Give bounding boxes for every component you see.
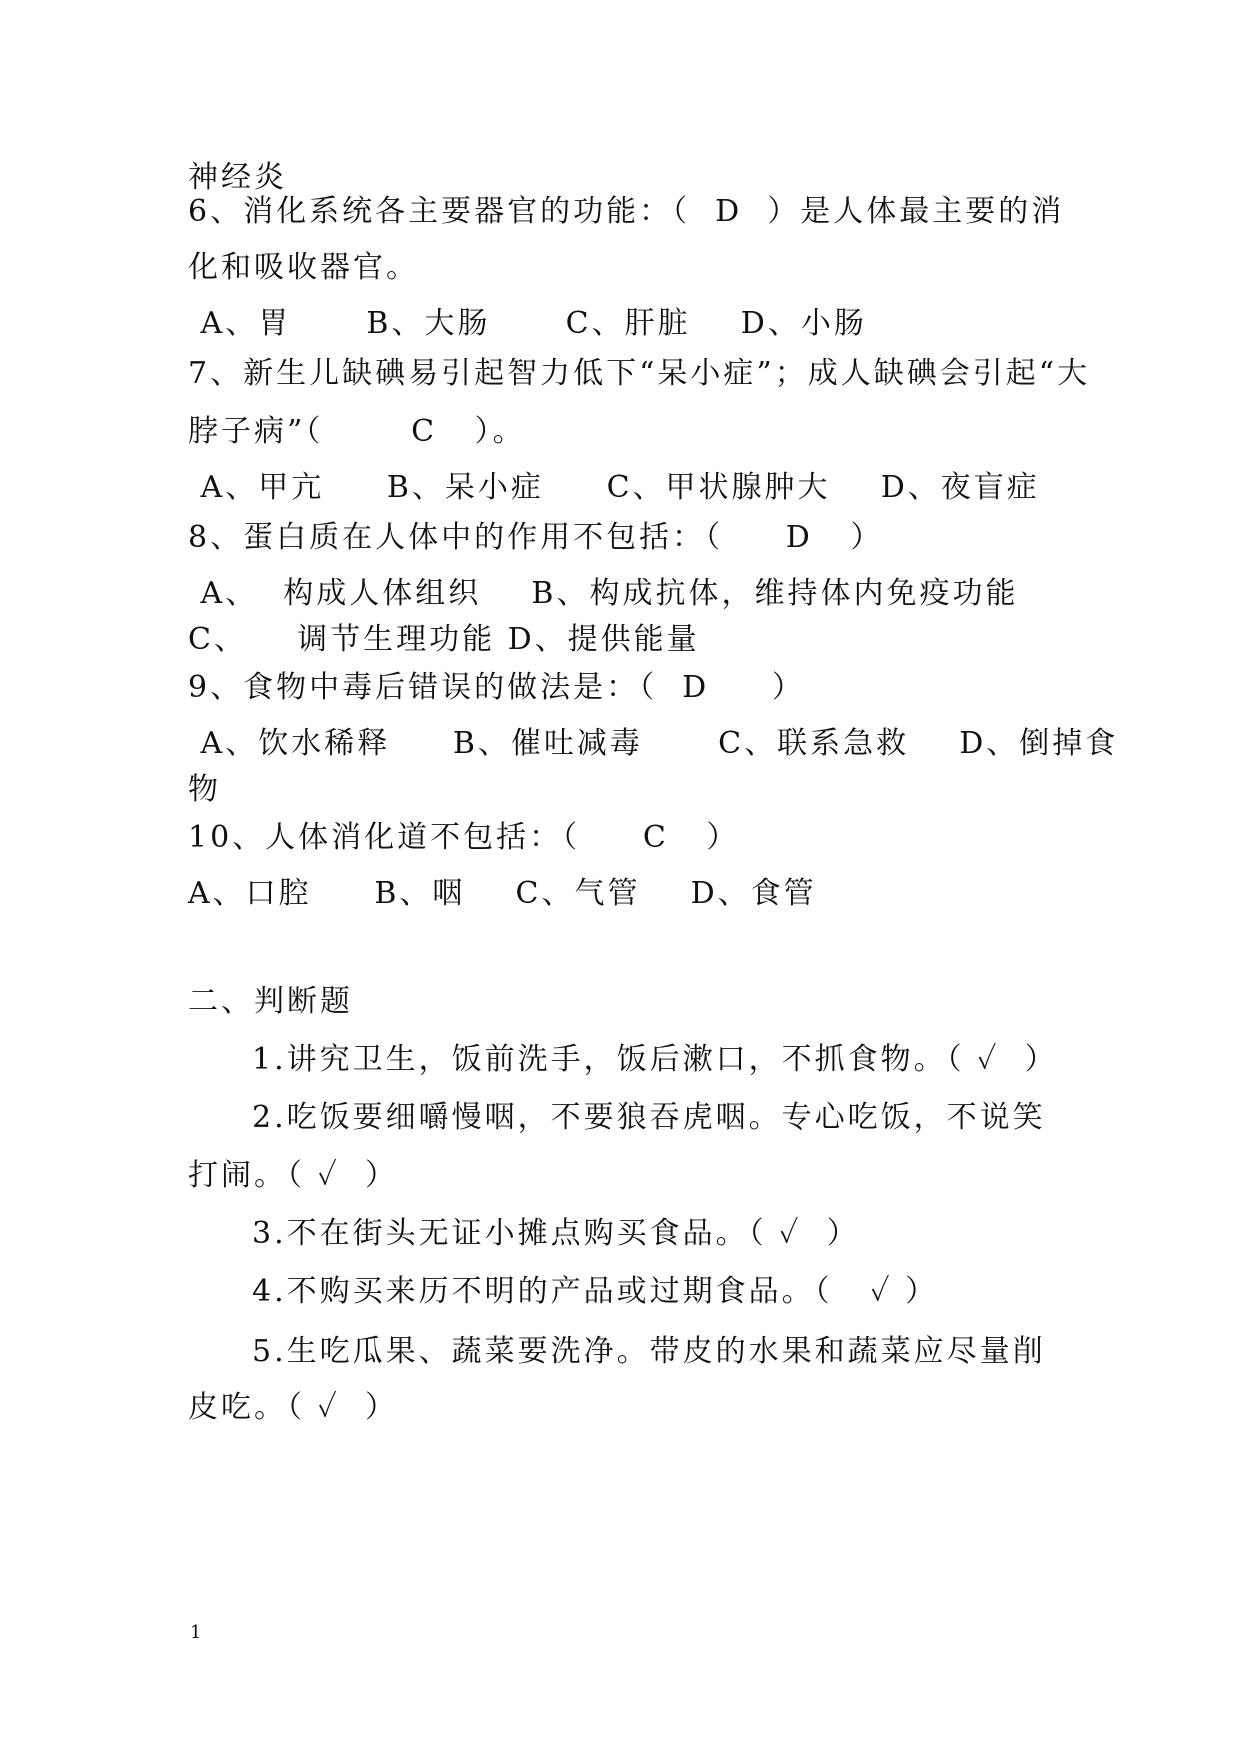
judgement-5-line-2: 皮吃。（ ✓ ） (188, 1390, 398, 1425)
question-7-options: A、甲亢 B、呆小症 C、甲状腺肿大 D、夜盲症 (188, 470, 1040, 505)
text-line-1: 神经炎 (188, 160, 287, 195)
question-8-options-2: C、 调节生理功能 D、提供能量 (188, 622, 700, 657)
question-9-options-wrap: 物 (188, 772, 221, 807)
page-number: 1 (190, 1622, 202, 1643)
question-10-options: A、口腔 B、咽 C、气管 D、食管 (188, 876, 817, 911)
judgement-2-line-2: 打闹。（ ✓ ） (188, 1158, 398, 1193)
question-8-line: 8、蛋白质在人体中的作用不包括：（ D ） (188, 520, 884, 555)
question-6-line-2: 化和吸收器官。 (188, 250, 419, 285)
question-10-line: 10、人体消化道不包括：（ C ） (188, 820, 740, 855)
judgement-1: 1.讲究卫生，饭前洗手，饭后漱口，不抓食物。（ ✓ ） (252, 1042, 1058, 1077)
judgement-4: 4.不购买来历不明的产品或过期食品。（ ✓ ） (252, 1274, 939, 1309)
judgement-3: 3.不在街头无证小摊点购买食品。（ ✓ ） (252, 1216, 860, 1251)
question-6-line-1: 6、消化系统各主要器官的功能：（ D ）是人体最主要的消 (188, 194, 1065, 229)
question-9-options: A、饮水稀释 B、催吐减毒 C、联系急救 D、倒掉食 (188, 726, 1119, 761)
question-7-line-1: 7、新生儿缺碘易引起智力低下“呆小症”；成人缺碘会引起“大 (188, 356, 1091, 391)
question-7-line-2: 脖子病”（ C ）。 (188, 414, 526, 449)
judgement-2-line-1: 2.吃饭要细嚼慢咽，不要狼吞虎咽。专心吃饭，不说笑 (252, 1100, 1046, 1135)
question-9-line: 9、食物中毒后错误的做法是：（ D ） (188, 670, 805, 705)
question-6-options: A、胃 B、大肠 C、肝脏 D、小肠 (188, 306, 867, 341)
section-heading-true-false: 二、判断题 (188, 984, 353, 1019)
question-8-options-1: A、 构成人体组织 B、构成抗体，维持体内免疫功能 (188, 576, 1019, 611)
judgement-5-line-1: 5.生吃瓜果、蔬菜要洗净。带皮的水果和蔬菜应尽量削 (252, 1334, 1046, 1369)
